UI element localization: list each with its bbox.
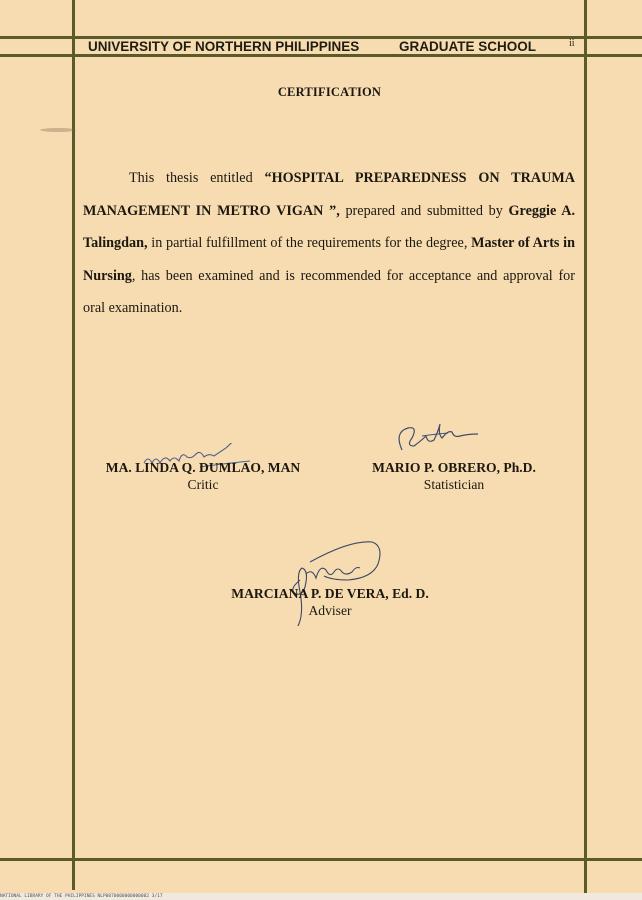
- school-name: GRADUATE SCHOOL: [399, 39, 536, 54]
- page-number: ii: [569, 38, 575, 49]
- statistician-name: MARIO P. OBRERO, Ph.D.: [372, 460, 536, 475]
- degree-name: Master of Arts in Nursing: [83, 235, 576, 284]
- statistician-role: Statistician: [423, 477, 485, 492]
- critic-role: Critic: [187, 477, 219, 492]
- thesis-title: “HOSPITAL PREPAREDNESS ON TRAUMA MANAGEMENT IN METRO VIGAN ”,: [83, 170, 575, 219]
- signatory-critic: [88, 460, 318, 493]
- right-border-rule: [584, 0, 587, 895]
- critic-name: MA. LINDA Q. DUMLAO, MAN: [105, 460, 301, 475]
- bottom-border-rule: [0, 858, 642, 861]
- signatory-adviser: [210, 586, 450, 619]
- left-border-rule: [72, 0, 75, 890]
- body-intro: This thesis entitled: [129, 170, 265, 186]
- author-name: Greggie A. Talingdan,: [83, 202, 576, 251]
- certification-body: [83, 162, 575, 325]
- body-mid-1: prepared and submitted by: [339, 202, 509, 219]
- body-mid-2: in partial fulfillment of the requirements for the degree,: [147, 235, 472, 251]
- document-title: CERTIFICATION: [277, 85, 382, 99]
- scan-smudge: [40, 128, 76, 132]
- page-header: [88, 38, 584, 54]
- adviser-name: MARCIANA P. DE VERA, Ed. D.: [231, 586, 429, 601]
- body-end: , has been examined and is recommended for acceptance and approval for oral examination.: [83, 267, 575, 316]
- signatory-statistician: [354, 460, 554, 493]
- adviser-role: Adviser: [308, 603, 352, 618]
- statistician-signature: [392, 424, 484, 454]
- scan-footer-text: NATIONAL LIBRARY OF THE PHILIPPINES NLP0070000000000002 3/17: [0, 894, 163, 899]
- university-name: UNIVERSITY OF NORTHERN PHILIPPINES: [88, 39, 360, 54]
